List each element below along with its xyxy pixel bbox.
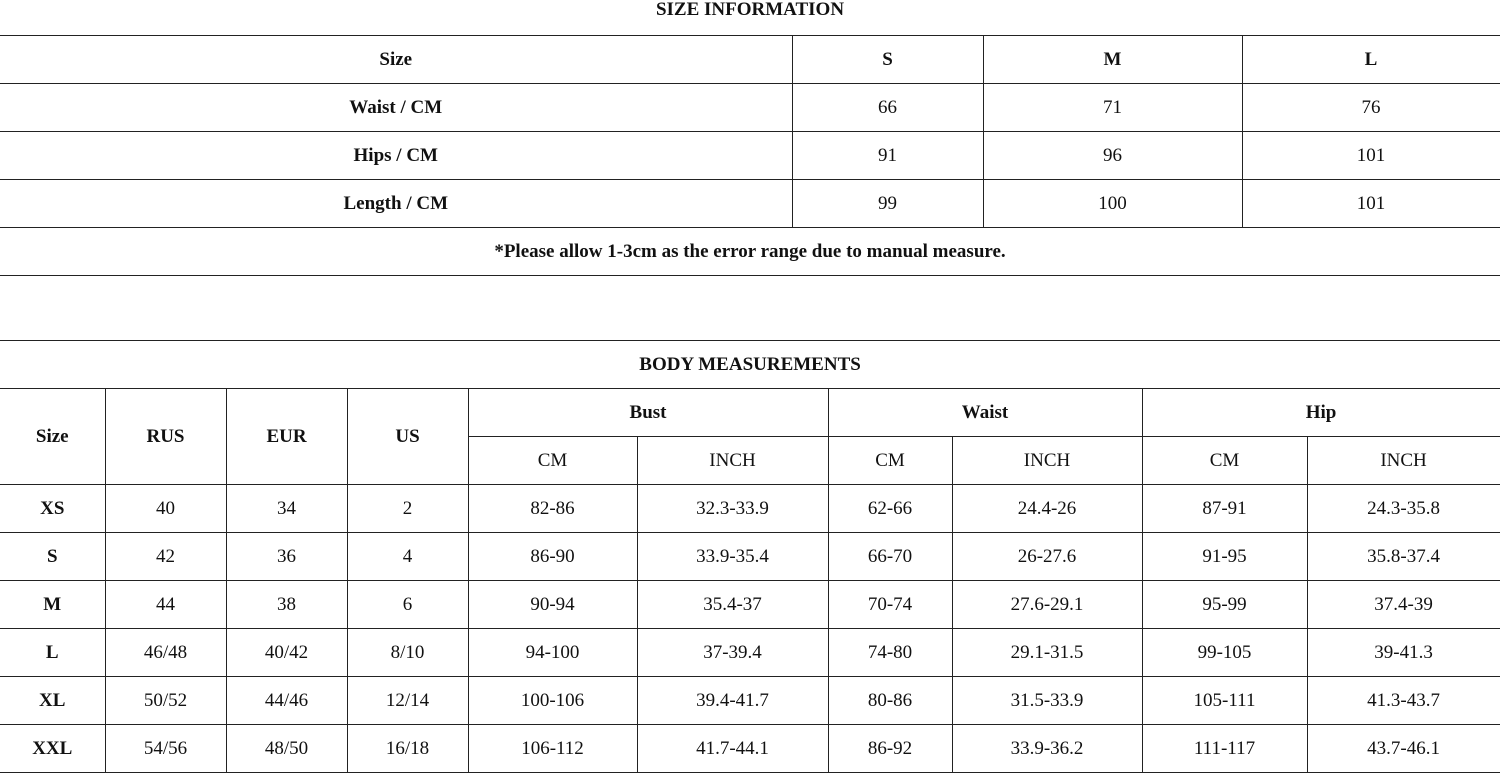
header-cell: M (983, 36, 1242, 84)
table-cell: 33.9-35.4 (637, 533, 828, 581)
table-cell: 41.7-44.1 (637, 725, 828, 773)
table-cell: 37.4-39 (1307, 581, 1500, 629)
unit-cell: INCH (1307, 437, 1500, 485)
table-cell: 80-86 (828, 677, 952, 725)
table-cell: 100-106 (468, 677, 637, 725)
table-cell: 82-86 (468, 485, 637, 533)
header-cell: S (792, 36, 983, 84)
table-cell: 8/10 (347, 629, 468, 677)
table-cell: 37-39.4 (637, 629, 828, 677)
table-cell: 2 (347, 485, 468, 533)
table-cell: 91-95 (1142, 533, 1307, 581)
table-cell: 46/48 (105, 629, 226, 677)
table-cell: 66 (792, 84, 983, 132)
size-label: M (0, 581, 105, 629)
note-row (0, 228, 1500, 276)
table-cell: 44/46 (226, 677, 347, 725)
header-cell: Hip (1142, 389, 1500, 437)
table-cell: 34 (226, 485, 347, 533)
table-row (0, 180, 1500, 228)
row-label: Waist / CM (0, 84, 792, 132)
table-cell: 36 (226, 533, 347, 581)
table-title-row (0, 341, 1500, 389)
table-cell: 87-91 (1142, 485, 1307, 533)
table-cell: 99-105 (1142, 629, 1307, 677)
header-cell: Size (0, 389, 105, 485)
table-cell: 39-41.3 (1307, 629, 1500, 677)
table-row (0, 132, 1500, 180)
header-cell: EUR (226, 389, 347, 485)
table-cell: 31.5-33.9 (952, 677, 1142, 725)
table-row (0, 677, 1500, 725)
size-information-title: SIZE INFORMATION (655, 0, 845, 20)
header-cell: L (1242, 36, 1500, 84)
unit-cell: CM (468, 437, 637, 485)
size-label: XL (0, 677, 105, 725)
table-cell: 90-94 (468, 581, 637, 629)
table-cell: 71 (983, 84, 1242, 132)
body-measurements-table (0, 340, 1500, 773)
table-cell: 42 (105, 533, 226, 581)
table-cell: 38 (226, 581, 347, 629)
table-cell: 111-117 (1142, 725, 1307, 773)
table-cell: 94-100 (468, 629, 637, 677)
table-row (0, 629, 1500, 677)
size-label: L (0, 629, 105, 677)
unit-cell: INCH (952, 437, 1142, 485)
measurement-note: *Please allow 1-3cm as the error range due to manual measure. (0, 228, 1500, 276)
table-header-row (0, 36, 1500, 84)
table-cell: 99 (792, 180, 983, 228)
header-cell: Bust (468, 389, 828, 437)
size-information-table (0, 35, 1500, 276)
table-cell: 16/18 (347, 725, 468, 773)
table-cell: 86-92 (828, 725, 952, 773)
table-cell: 48/50 (226, 725, 347, 773)
table-cell: 70-74 (828, 581, 952, 629)
table-header-row (0, 389, 1500, 437)
table-cell: 40/42 (226, 629, 347, 677)
table-row (0, 485, 1500, 533)
table-cell: 12/14 (347, 677, 468, 725)
table-cell: 6 (347, 581, 468, 629)
table-cell: 76 (1242, 84, 1500, 132)
table-cell: 44 (105, 581, 226, 629)
table-cell: 39.4-41.7 (637, 677, 828, 725)
table-cell: 4 (347, 533, 468, 581)
table-cell: 91 (792, 132, 983, 180)
table-cell: 50/52 (105, 677, 226, 725)
table-row (0, 84, 1500, 132)
header-cell: US (347, 389, 468, 485)
table-cell: 100 (983, 180, 1242, 228)
unit-cell: CM (1142, 437, 1307, 485)
table-cell: 26-27.6 (952, 533, 1142, 581)
table-cell: 24.3-35.8 (1307, 485, 1500, 533)
size-label: S (0, 533, 105, 581)
table-cell: 24.4-26 (952, 485, 1142, 533)
header-cell: Size (0, 36, 792, 84)
table-cell: 33.9-36.2 (952, 725, 1142, 773)
size-label: XS (0, 485, 105, 533)
table-cell: 101 (1242, 132, 1500, 180)
table-row (0, 533, 1500, 581)
table-cell: 62-66 (828, 485, 952, 533)
table-cell: 66-70 (828, 533, 952, 581)
body-measurements-title: BODY MEASUREMENTS (0, 341, 1500, 389)
table-cell: 106-112 (468, 725, 637, 773)
table-cell: 54/56 (105, 725, 226, 773)
header-cell: RUS (105, 389, 226, 485)
table-cell: 105-111 (1142, 677, 1307, 725)
table-cell: 95-99 (1142, 581, 1307, 629)
row-label: Hips / CM (0, 132, 792, 180)
unit-cell: INCH (637, 437, 828, 485)
header-cell: Waist (828, 389, 1142, 437)
table-cell: 32.3-33.9 (637, 485, 828, 533)
table-cell: 35.4-37 (637, 581, 828, 629)
table-cell: 35.8-37.4 (1307, 533, 1500, 581)
row-label: Length / CM (0, 180, 792, 228)
table-cell: 43.7-46.1 (1307, 725, 1500, 773)
table-cell: 86-90 (468, 533, 637, 581)
table-cell: 96 (983, 132, 1242, 180)
table-cell: 40 (105, 485, 226, 533)
table-row (0, 581, 1500, 629)
table-cell: 41.3-43.7 (1307, 677, 1500, 725)
table-cell: 29.1-31.5 (952, 629, 1142, 677)
table-cell: 74-80 (828, 629, 952, 677)
table-cell: 101 (1242, 180, 1500, 228)
size-label: XXL (0, 725, 105, 773)
table-cell: 27.6-29.1 (952, 581, 1142, 629)
unit-cell: CM (828, 437, 952, 485)
table-row (0, 725, 1500, 773)
